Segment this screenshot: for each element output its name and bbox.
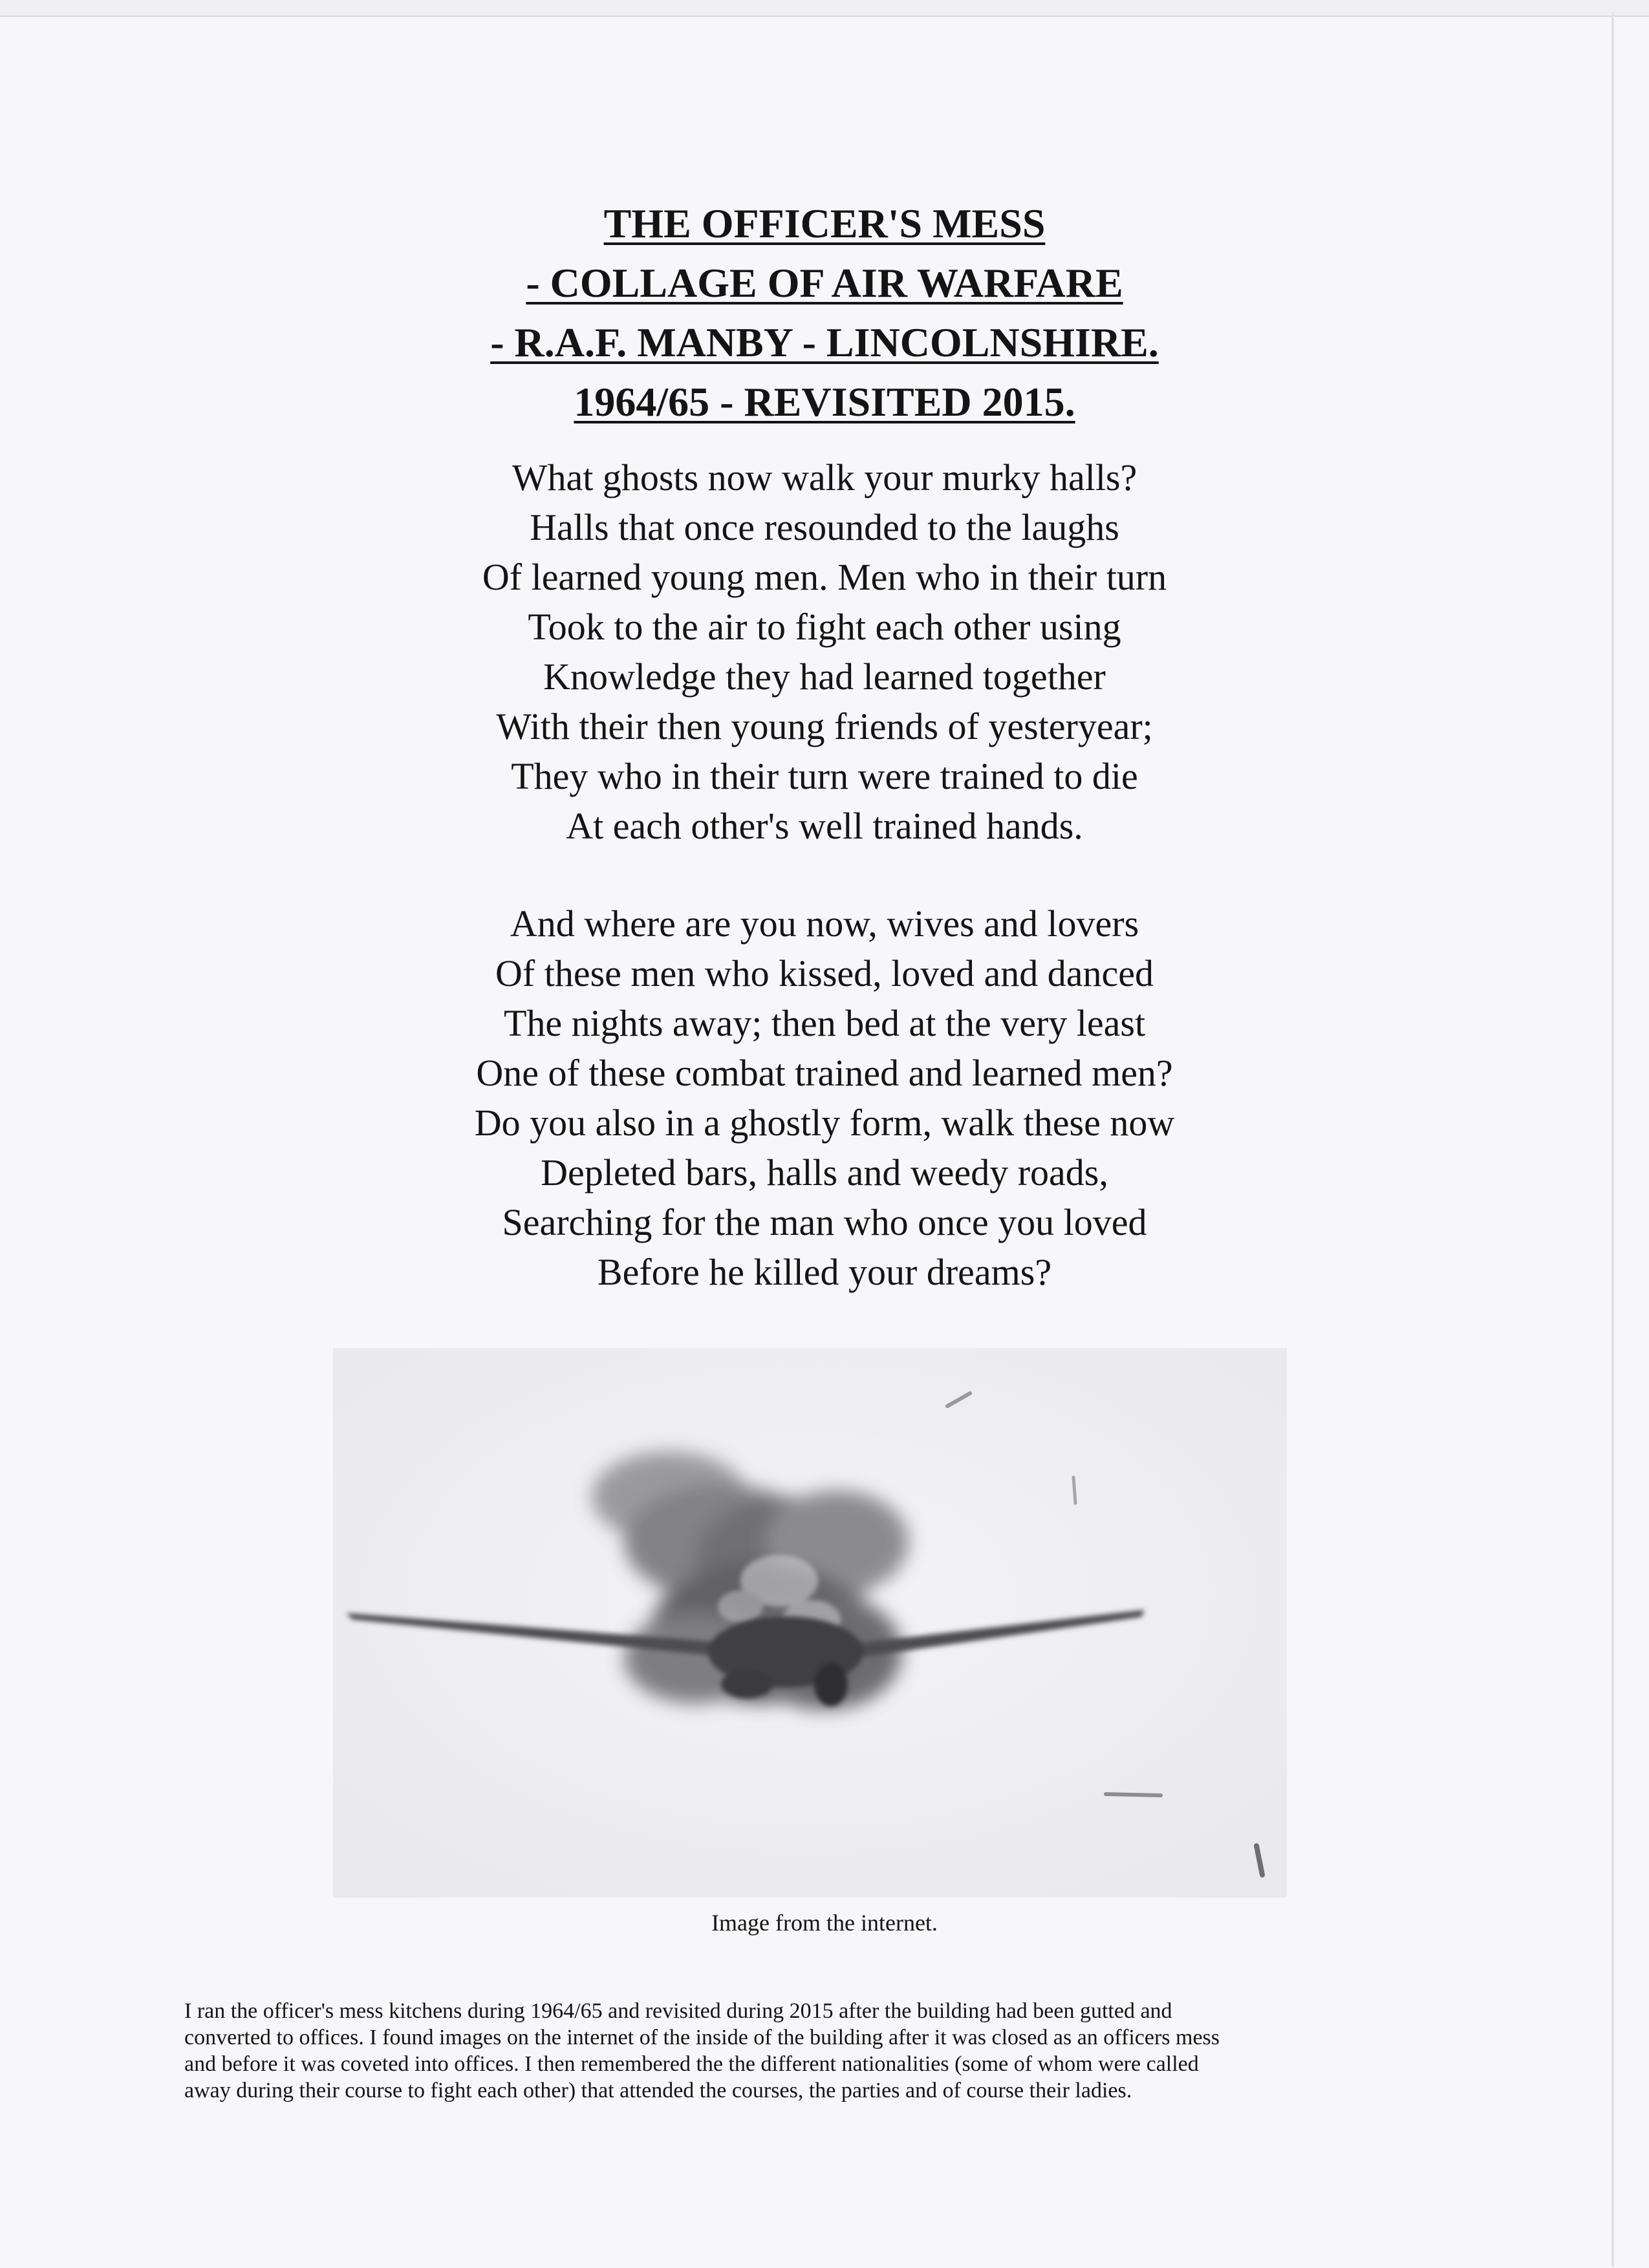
note-line: and before it was coveted into offices. I then remembered the the different nationalities (some of whom were called (184, 2052, 1199, 2076)
author-note (184, 1998, 1478, 2104)
poem-line: Of these men who kissed, loved and danced (495, 952, 1154, 994)
poem-line: The nights away; then bed at the very least (503, 1002, 1146, 1044)
poem-line: And where are you now, wives and lovers (510, 903, 1139, 945)
poem-line: Knowledge they had learned together (543, 656, 1106, 698)
poem-line: Do you also in a ghostly form, walk these now (474, 1102, 1175, 1144)
title-line: - R.A.F. MANBY - LINCOLNSHIRE. (490, 319, 1159, 365)
poem-stanza-1 (0, 453, 1649, 851)
note-line: I ran the officer's mess kitchens during 1964/65 and revisited during 2015 after the building had been gutted and (184, 1999, 1172, 2023)
title-line: 1964/65 - REVISITED 2015. (574, 379, 1075, 425)
poem-line: Halls that once resounded to the laughs (530, 506, 1119, 548)
poem-line: Depleted bars, halls and weedy roads, (541, 1151, 1108, 1193)
note-line: away during their course to fight each other) that attended the courses, the parties and of course their ladies. (184, 2079, 1132, 2102)
poem-line: At each other's well trained hands. (566, 805, 1083, 847)
poem-line: With their then young friends of yesteryear; (496, 705, 1153, 747)
poem-line: What ghosts now walk your murky halls? (512, 456, 1137, 498)
poem-title (0, 194, 1649, 432)
poem-line: They who in their turn were trained to die (511, 755, 1138, 797)
title-line: THE OFFICER'S MESS (603, 200, 1046, 246)
poem-line: Of learned young men. Men who in their turn (482, 556, 1167, 598)
note-line: converted to offices. I found images on the internet of the inside of the building after it was closed as an officers mess (184, 2026, 1220, 2049)
poem-stanza-2 (0, 899, 1649, 1297)
poem-line: Took to the air to fight each other using (528, 606, 1121, 648)
poem-line: Before he killed your dreams? (597, 1251, 1052, 1293)
title-line: - COLLAGE OF AIR WARFARE (526, 260, 1123, 306)
burning-aircraft-photo (333, 1348, 1287, 1898)
poem-line: One of these combat trained and learned men? (476, 1052, 1173, 1094)
image-caption: Image from the internet. (711, 1910, 938, 1936)
poem-line: Searching for the man who once you loved (502, 1201, 1147, 1243)
